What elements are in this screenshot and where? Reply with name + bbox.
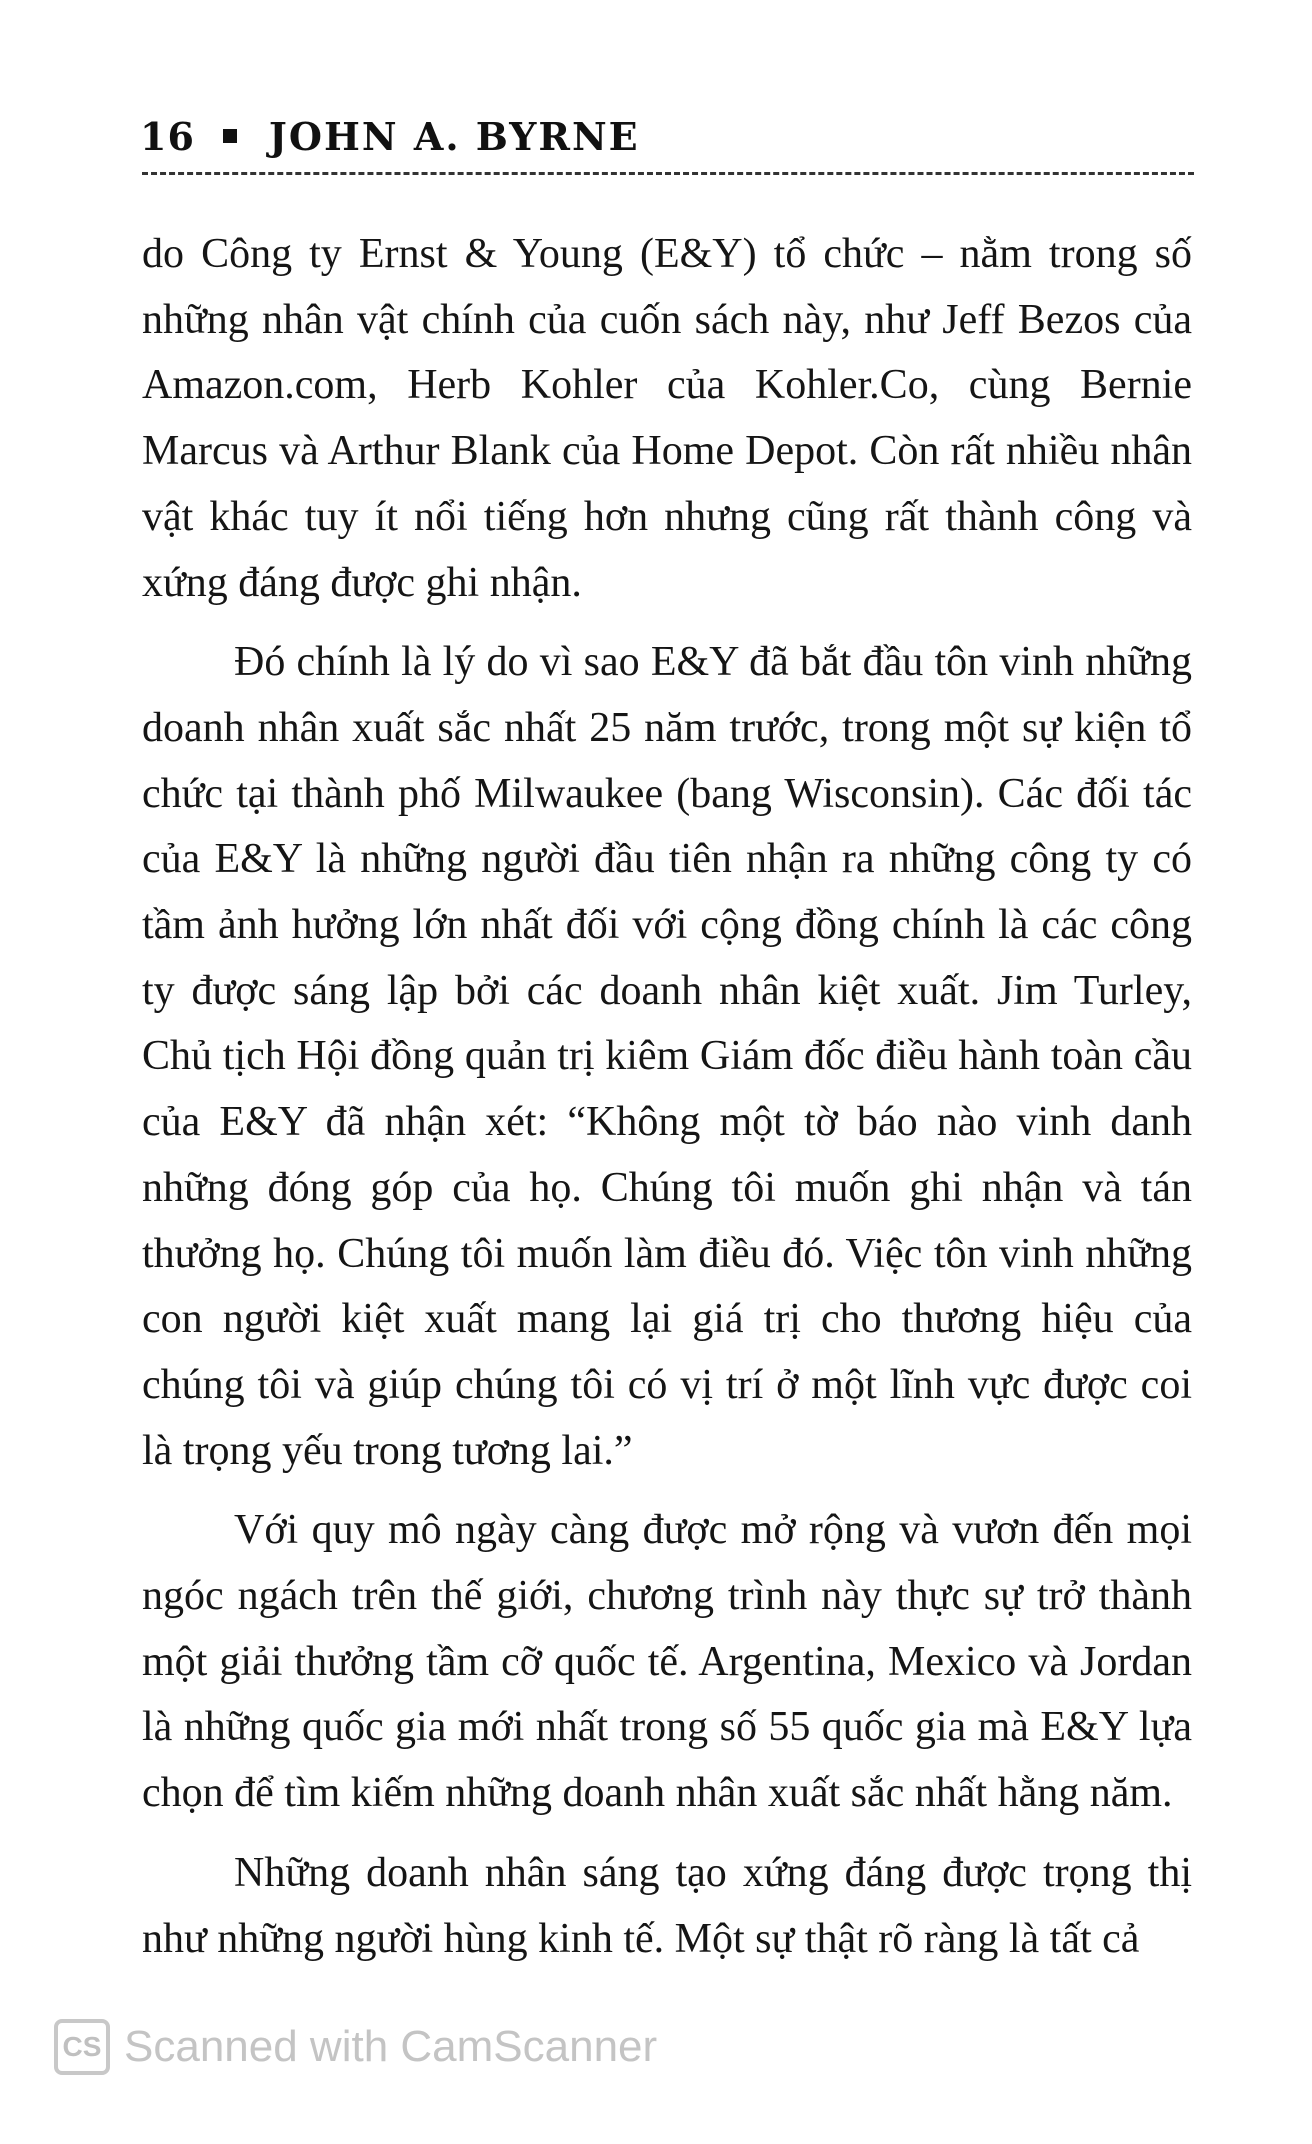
- paragraph-3: Với quy mô ngày càng được mở rộng và vươn đến mọi ngóc ngách trên thế giới, chương trình này thực sự trở thành một giải thưởng tầm cỡ quốc tế. Argentina, Mexico và Jordan là những quốc gia mới nhất trong số 55 quốc gia mà E&Y lựa chọn để tìm kiếm những doanh nhân xuất sắc nhất hằng năm.: [142, 1507, 1192, 1817]
- paragraph-4: Những doanh nhân sáng tạo xứng đáng được trọng thị như những người hùng kinh tế. Một sự thật rõ ràng là tất cả: [142, 1849, 1192, 1962]
- scanner-watermark: [54, 2012, 657, 2082]
- paragraph-2: Đó chính là lý do vì sao E&Y đã bắt đầu tôn vinh những doanh nhân xuất sắc nhất 25 năm trước, trong một sự kiện tổ chức tại thành phố Milwaukee (bang Wisconsin). Các đối tác của E&Y là những người đầu tiên nhận ra những công ty có tầm ảnh hưởng lớn nhất đối với cộng đồng chính là các công ty được sáng lập bởi các doanh nhân kiệt xuất. Jim Turley, Chủ tịch Hội đồng quản trị kiêm Giám đốc điều hành toàn cầu của E&Y đã nhận xét: “Không một tờ báo nào vinh danh những đóng góp của họ. Chúng tôi muốn ghi nhận và tán thưởng họ. Chúng tôi muốn làm điều đó. Việc tôn vinh những con người kiệt xuất mang lại giá trị cho thương hiệu của chúng tôi và giúp chúng tôi có vị trí ở một lĩnh vực được coi là trọng yếu trong tương lai.”: [142, 639, 1192, 1474]
- camscanner-logo-icon: CS: [54, 2019, 110, 2075]
- watermark-text: Scanned with CamScanner: [124, 2022, 658, 2071]
- body-text: [142, 222, 1192, 1972]
- running-header: [140, 106, 1190, 166]
- author-name: JOHN A. BYRNE: [268, 113, 640, 159]
- square-bullet-icon: [223, 129, 237, 143]
- page-number: 16: [140, 113, 195, 159]
- header-divider: [142, 172, 1194, 175]
- paragraph-1: do Công ty Ernst & Young (E&Y) tổ chức – nằm trong số những nhân vật chính của cuốn sách này, như Jeff Bezos của Amazon.com, Herb Kohler của Kohler.Co, cùng Bernie Marcus và Arthur Blank của Home Depot. Còn rất nhiều nhân vật khác tuy ít nổi tiếng hơn nhưng cũng rất thành công và xứng đáng được ghi nhận.: [142, 231, 1192, 606]
